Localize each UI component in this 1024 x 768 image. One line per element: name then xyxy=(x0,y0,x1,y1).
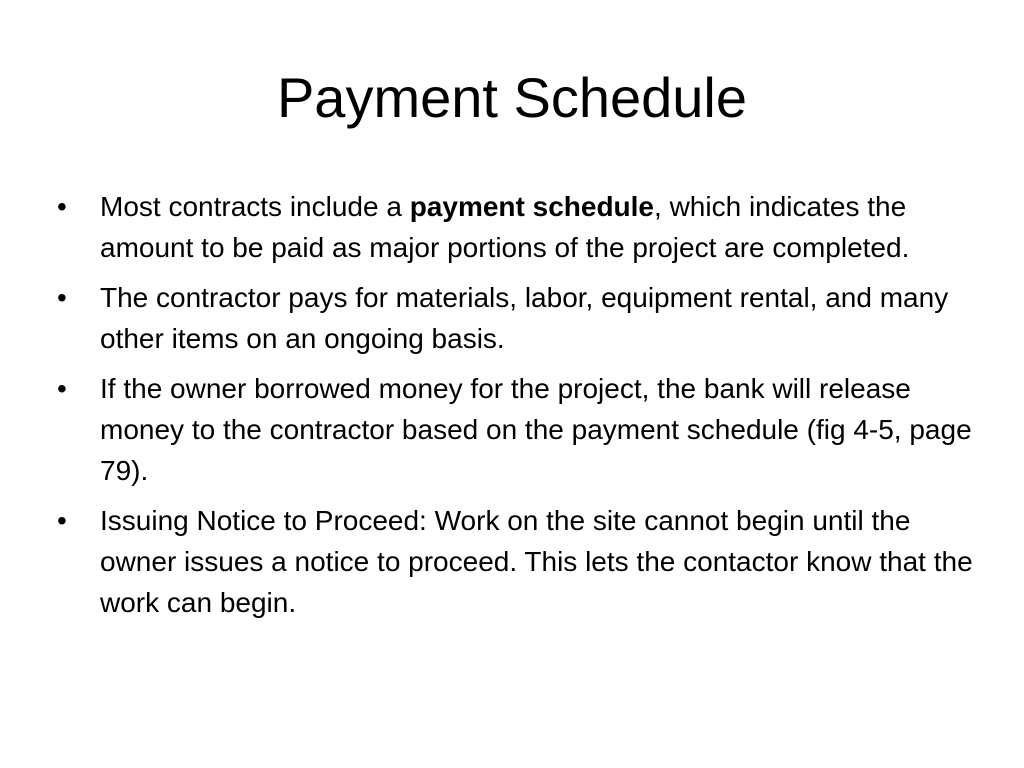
bullet-item-contractor-pays xyxy=(57,277,977,359)
bullet-icon: • xyxy=(57,282,67,313)
bold-term: payment schedule xyxy=(409,191,655,222)
bullet-icon: • xyxy=(57,373,67,404)
bullet-text-pre: Most contracts include a xyxy=(100,191,410,222)
bullet-icon: • xyxy=(57,505,67,536)
bullet-icon: • xyxy=(57,191,67,222)
bullet-list xyxy=(57,186,977,632)
bullet-text-post: , which indicates the amount to be paid as major portions of the project are completed. xyxy=(100,191,910,263)
bullet-text: If the owner borrowed money for the project, the bank will release money to the contractor based on the payment schedule (fig 4-5, page 79). xyxy=(100,373,972,486)
bullet-item-notice-to-proceed xyxy=(57,500,977,623)
slide-title: Payment Schedule xyxy=(276,66,748,129)
bullet-text: The contractor pays for materials, labor, equipment rental, and many other items on an ongoing basis. xyxy=(100,282,949,354)
bullet-text: Issuing Notice to Proceed: Work on the site cannot begin until the owner issues a notice to proceed. This lets the contactor know that the work can begin. xyxy=(100,505,973,618)
bullet-item-bank-release xyxy=(57,368,977,491)
bullet-item-payment-schedule xyxy=(57,186,977,268)
